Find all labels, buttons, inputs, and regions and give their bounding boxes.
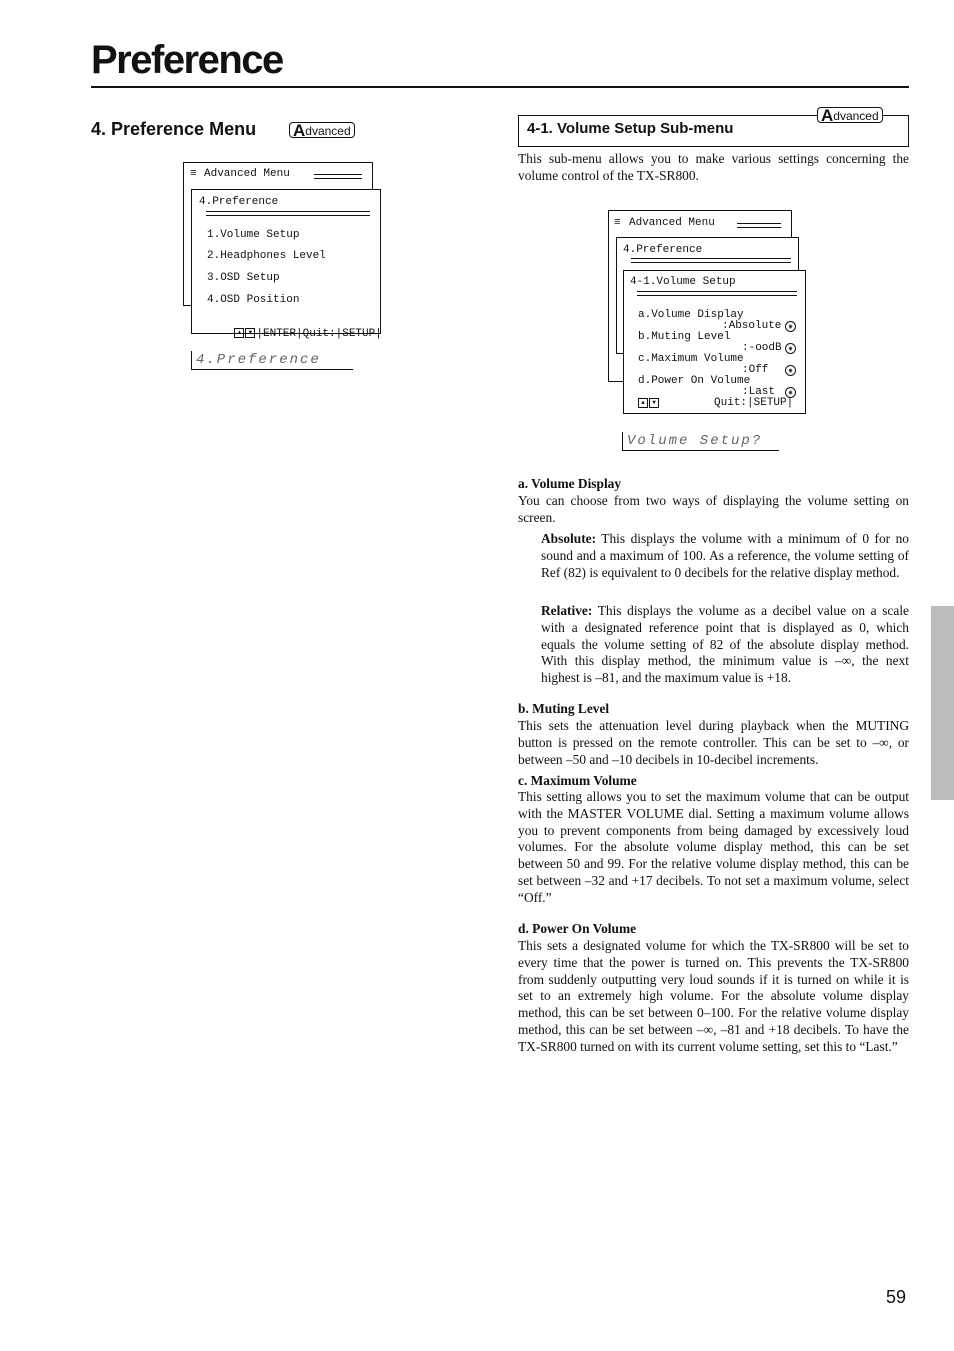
osd-volume-setup-screen (623, 270, 806, 414)
osd-line-value: :Last (742, 386, 776, 398)
volume-display-paragraph: You can choose from two ways of displaying the volume setting on screen. (518, 493, 909, 525)
osd-line-label: b.Muting Level (638, 331, 731, 343)
absolute-paragraph (541, 531, 909, 581)
osd-line-label: a.Volume Display (638, 309, 744, 321)
osd-advanced-menu-title: Advanced Menu (204, 168, 290, 180)
advanced-badge-text: dvanced (305, 124, 351, 138)
advanced-badge (289, 122, 355, 138)
up-arrow-icon: ▲ (234, 328, 244, 338)
down-arrow-icon: ▼ (649, 398, 659, 408)
muting-level-paragraph: This sets the attenuation level during playback when the MUTING button is pressed on the remote controller. This can be set to –∞, or between –50 and –10 decibels in 10-decibel increments. (518, 718, 909, 767)
osd-line-value: :Absolute (722, 320, 782, 332)
advanced-badge (817, 107, 883, 123)
lcd-display-text: 4.Preference (196, 352, 321, 368)
osd-menu-item: 4.OSD Position (207, 294, 300, 306)
advanced-badge-cap: A (293, 121, 306, 140)
relative-text: This displays the volume as a decibel value on a scale with a designated reference point that is displayed as 0, which equals the volume setting of 82 of the absolute display method. With this display method, the minimum value is –∞, the next highest is –81, and the maximum value is +18. (541, 603, 909, 686)
osd-preference-title: 4.Preference (623, 244, 703, 256)
osd-footer: |ENTER|Quit:|SETUP| (256, 327, 382, 340)
osd-line-label: c.Maximum Volume (638, 353, 744, 365)
osd-line-label: d.Power On Volume (638, 375, 751, 387)
absolute-text: This displays the volume with a minimum of 0 for no sound and a maximum of 100. As a reference, the volume setting of Ref (82) is equivalent to 0 decibels for the relative display method. (541, 531, 909, 580)
dial-icon: ◉ (785, 387, 796, 398)
relative-label: Relative: (541, 603, 593, 618)
advanced-badge-text: dvanced (833, 109, 879, 123)
osd-preference-title: 4.Preference (199, 196, 279, 208)
dial-icon: ◉ (785, 321, 796, 332)
osd-line-value: :-oodB (742, 342, 782, 354)
relative-paragraph (541, 603, 909, 687)
side-tab-marker (931, 606, 954, 800)
absolute-label: Absolute: (541, 531, 597, 546)
title-rule (91, 86, 909, 88)
maximum-volume-paragraph: This setting allows you to set the maximum volume that can be output with the MASTER VOLUME dial. Setting a maximum volume allows you to prevent components from being damaged by excessively loud volumes. For the absolute volume display method, this can be set between 50 and 99. For the relative volume display method, this can be set between –32 and +17 decibels. To not set a maximum volume, select “Off.” (518, 789, 909, 905)
heading-muting-level: b. Muting Level (518, 701, 610, 716)
lcd-display-text: Volume Setup? (627, 433, 763, 449)
osd-advanced-menu-screen: ≡ Advanced Menu (183, 162, 373, 306)
dial-icon: ◉ (785, 365, 796, 376)
heading-maximum-volume: c. Maximum Volume (518, 773, 637, 788)
dial-icon: ◉ (785, 343, 796, 354)
osd-menu-item: 3.OSD Setup (207, 272, 280, 284)
osd-menu-item: 1.Volume Setup (207, 229, 300, 241)
submenu-title: 4-1. Volume Setup Sub-menu (527, 120, 734, 137)
osd-line-value: :Off (742, 364, 769, 376)
osd-menu-item: 2.Headphones Level (207, 250, 326, 262)
intro-paragraph: This sub-menu allows you to make various settings concerning the volume control of the TX-SR800. (518, 151, 909, 183)
page-number: 59 (886, 1287, 907, 1307)
section-title-preference-menu: 4. Preference Menu (91, 119, 257, 139)
osd-volume-setup-title: 4-1.Volume Setup (630, 276, 736, 288)
up-arrow-icon: ▲ (638, 398, 648, 408)
osd-advanced-menu-title: Advanced Menu (629, 217, 715, 229)
down-arrow-icon: ▼ (245, 328, 255, 338)
osd-advanced-menu-screen: ≡ Advanced Menu (608, 210, 792, 382)
power-on-volume-paragraph: This sets a designated volume for which the TX-SR800 will be set to every time that the power is turned on. This prevents the TX-SR800 from suddenly outputting very loud sounds if it is turned on while it is set to an extremely high volume. For the absolute volume display method, this can be set between 0–100. For the relative volume display method, this can be set between –∞, –81 and +18 decibels. To have the TX-SR800 turned on with its current volume setting, set this to “Last.” (518, 938, 909, 1054)
page-title: Preference (91, 38, 283, 82)
heading-power-on-volume: d. Power On Volume (518, 921, 637, 936)
advanced-badge-cap: A (821, 106, 834, 125)
osd-preference-screen (191, 189, 382, 340)
heading-volume-display: a. Volume Display (518, 476, 622, 491)
osd-footer: Quit:|SETUP| (714, 397, 794, 409)
